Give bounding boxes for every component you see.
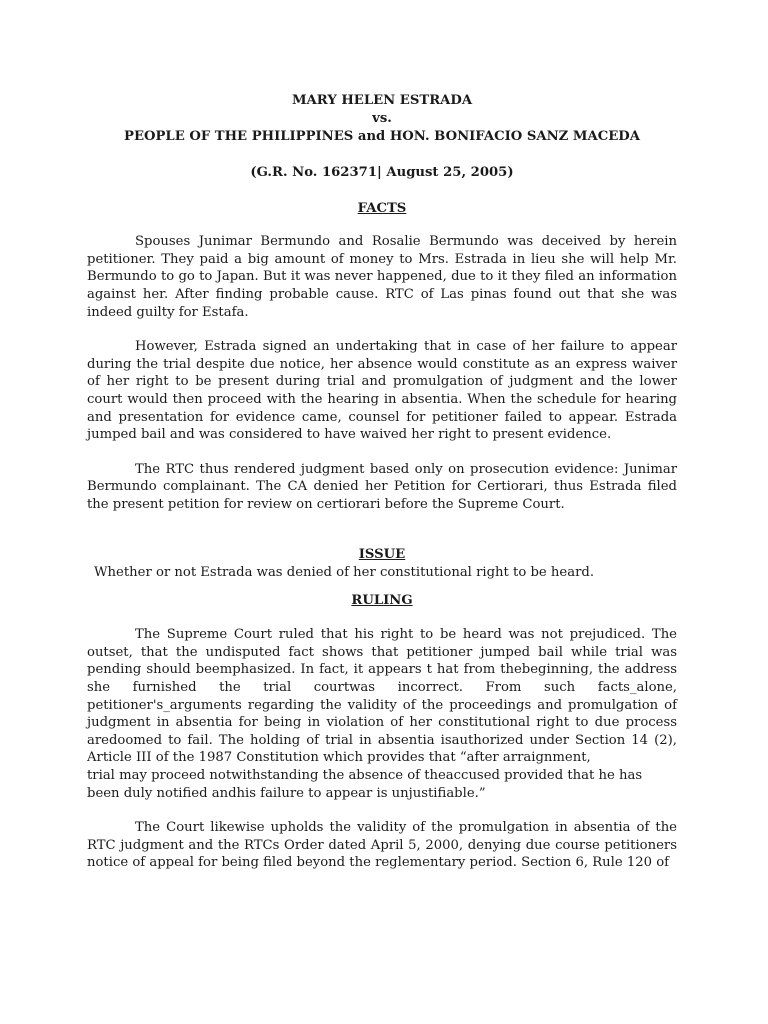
case-title-petitioner: MARY HELEN ESTRADA [291,93,473,108]
case-title-respondents: PEOPLE OF THE PHILIPPINES and HON. BONIFACIO SANZ MACEDA [124,129,640,144]
facts-paragraph-1: Spouses Junimar Bermundo and Rosalie Bermundo was deceived by herein petitioner. They paid a big amount of money to Mrs. Estrada in lieu she will help Mr. Bermundo to go to Japan. But it was never happened, due to it they filed an information against her. After finding probable cause. RTC of Las pinas found out that she was indeed guilty for Estafa. [87,234,677,320]
case-citation: (G.R. No. 162371| August 25, 2005) [250,165,514,180]
ruling-paragraph-1: The Supreme Court ruled that his right to be heard was not prejudiced. The outset, that the undisputed fact shows that petitioner jumped bail while trial was pending should beemphasized. In fact, it appears t hat from thebeginning, the address she furnished the trial courtwas incorrect. From such facts_alone, petitioner's_arguments regarding the validity of the proceedings and promulgation of judgment in absentia for being in violation of her constitutional right to due process aredoomed to fail. The holding of trial in absentia isauthorized under Section 14 (2), Article III of the 1987 Constitution which provides that “after arraignment, [87,627,677,766]
ruling-paragraph-1-continued: trial may proceed notwithstanding the absence of theaccused provided that he has been duly notified andhis failure to appear is unjustifiable.” [87,768,643,801]
document-body [87,92,677,872]
facts-paragraph-2: However, Estrada signed an undertaking that in case of her failure to appear during the trial despite due notice, her absence would constitute as an express waiver of her right to be present during trial and promulgation of judgment and the lower court would then proceed with the hearing in absentia. When the schedule for hearing and presentation for evidence came, counsel for petitioner failed to appear. Estrada jumped bail and was considered to have waived her right to present evidence. [87,339,677,443]
issue-text: Whether or not Estrada was denied of her constitutional right to be heard. [94,565,595,581]
ruling-paragraph-2: The Court likewise upholds the validity of the promulgation in absentia of the RTC judgment and the RTCs Order dated April 5, 2000, denying due course petitioners notice of appeal for being filed beyond the reglementary period. Section 6, Rule 120 of [87,820,677,871]
facts-paragraph-3: The RTC thus rendered judgment based only on prosecution evidence: Junimar Bermundo complainant. The CA denied her Petition for Certiorari, thus Estrada filed the present petition for review on certiorari before the Supreme Court. [87,461,677,512]
case-title-vs: vs. [372,111,392,126]
ruling-heading: RULING [351,592,413,608]
facts-heading: FACTS [357,200,407,216]
issue-heading: ISSUE [358,546,406,562]
